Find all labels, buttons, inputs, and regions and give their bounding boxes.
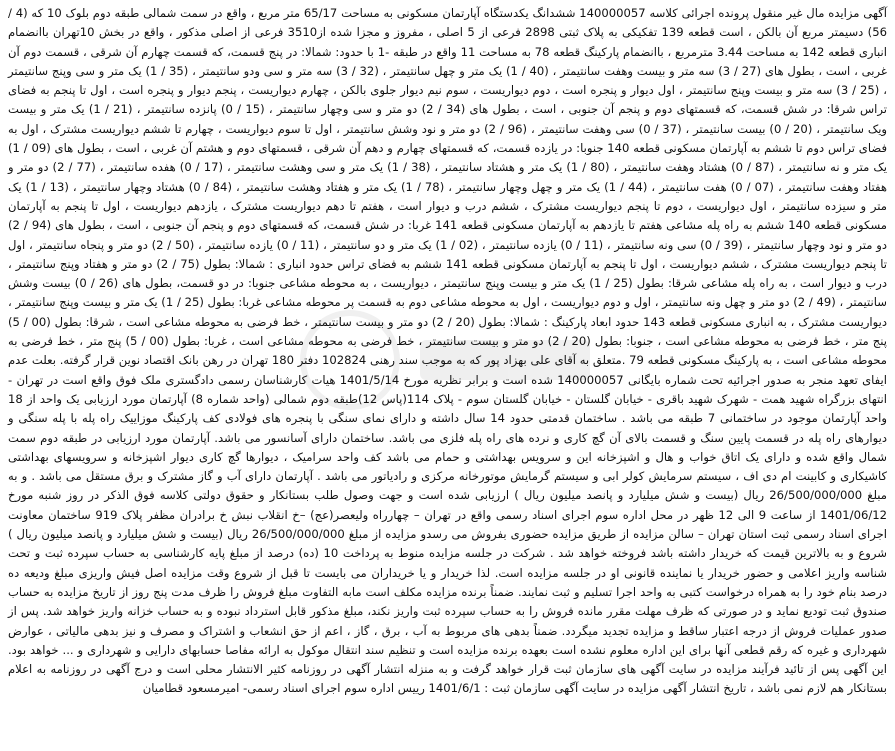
notice-paragraph: آگهی مزایده مال غیر منقول پرونده اجرائی کلاسه 140000057 ششدانگ یکدستگاه آپارتمان مسکونی به مساحت 65/17 متر مربع ، واقع در سمت شمالی طبقه دوم بلوک 10 که (4 / 56) دسیمتر مربع آن بالکن ، است قطعه 139 تفکیکی به پلاک ثبتی 2898 فرعی از 5 اصلی ، مفروز و مجزا شده از3510 فرعی از اصلی مذکور ، واقع در بخش 10تهران باانضمام انباری قطعه 142 به مساحت 3.44 مترمربع ، باانضمام پارکینگ قطعه 78 به مساحت 11 واقع در طبقه -1 با حدود: شمالا: در پنج قسمت، که قسمت چهارم آن شرقی ، قسمت دوم آن غربی ، است ، بطول های (27 / 3) سه متر و بیست وهفت سانتیمتر ، (40 / 1) یک متر و چهل سانتیمتر ، (32 / 3) سه متر و سی ودو سانتیمتر ، (35 / 1) یک متر و سی وپنج سانتیمتر ، (25 / 3) سه متر و بیست وپنج سانتیمتر ، اول دیوار و پنجره است ، دوم دیواریست ، سوم نیم دیوار جلوی بالکن ، چهارم دیواریست ، پنجم دیوار و پنجره است ، اول تا پنجم به فضای تراس شرقا: در شش قسمت، که قسمتهای دوم و پنجم آن جنوبی ، است ، بطول های (34 / 2) دو متر و سی وچهار سانتیمتر ، (15 / 0) پانزده سانتیمتر ، (21 / 1) یک متر و بیست ویک سانتیمتر ، (20 / 0) بیست سانتیمتر ، (37 / 0) سی وهفت سانتیمتر ، (96 / 2) دو متر و نود وشش سانتیمتر ، اول تا سوم دیواریست ، چهارم تا ششم دیواریست مشترک ، اول به فضای تراس دوم تا ششم به آپارتمان مسکونی قطعه 140 جنوبا: در یازده قسمت، که قسمتهای چهارم و دهم آن شرقی ، قسمتهای دوم و هشتم آن غربی ، است ، بطول های (09 / 1) یک متر و نه سانتیمتر ، (87 / 0) هشتاد وهفت سانتیمتر ، (80 / 1) یک متر و هشتاد سانتیمتر ، (38 / 1) یک متر و سی وهشت سانتیمتر ، (17 / 0) هفده سانتیمتر ، (77 / 2) دو متر و هفتاد وهفت سانتیمتر ، (07 / 0) هفت سانتیمتر ، (44 / 1) یک متر و چهل وچهار سانتیمتر ، (78 / 1) یک متر و هفتاد وهشت سانتیمتر ، (84 / 0) هشتاد وچهار سانتیمتر ، (13 / 1) یک متر و سیزده سانتیمتر ، اول دیواریست ، دوم تا پنجم دیواریست مشترک ، ششم درب و دیوار است ، هفتم تا دهم دیواریست مشترک ، یازدهم دیواریست ، اول تا پنجم به آپارتمان مسکونی قطعه 140 ششم به راه پله مشاعی هفتم تا یازدهم به آپارتمان مسکونی قطعه 141 غربا: در شش قسمت، که قسمتهای دوم و پنجم آن جنوبی ، است ، بطول های (94 / 2) دو متر و نود وچهار سانتیمتر ، (39 / 0) سی ونه سانتیمتر ، (11 / 0) یازده سانتیمتر ، (02 / 1) یک متر و دو سانتیمتر ، (11 / 0) یازده سانتیمتر ، (50 / 2) دو متر و پنجاه سانتیمتر ، اول تا پنجم دیواریست مشترک ، ششم دیواریست ، اول تا پنجم به آپارتمان مسکونی قطعه 141 ششم به فضای تراس حدود انباری : شمالا: بطول (75 / 2) دو متر و هفتاد وپنج سانتیمتر ، درب و دیوار است ، به راه پله مشاعی شرقا: بطول (25 / 1) یک متر و بیست وپنج سانتیمتر ، دیواریست ، به محوطه مشاعی جنوبا: در دو قسمت، بطول های (26 / 0) بیست وشش سانتیمتر ، (49 / 2) دو متر و چهل ونه سانتیمتر ، اول و دوم دیواریست ، اول به محوطه مشاعی دوم به قسمت پر محوطه مشاعی غربا: بطول (25 / 1) یک متر و بیست وپنج سانتیمتر ، دیواریست مشترک ، به انباری مسکونی قطعه 143 حدود ابعاد پارکینگ : شمالا: بطول (20 / 2) دو متر و بیست سانتیمتر ، خط فرضی به محوطه مشاعی است ، شرقا: بطول (00 / 5) پنج متر ، خط فرضی به محوطه مشاعی است ، جنوبا: بطول (20 / 2) دو متر و بیست سانتیمتر ، خط فرضی به محوطه مشاعی است ، غربا: بطول (00 / 5) پنج متر ، خط فرضی به محوطه مشاعی است ، به پارکینگ مسکونی قطعه 79 .متعلق به آقای علی بهزاد پور که به موجب سند رهنی 102824 دفتر 180 تهران در رهن بانک اقتصاد نوین قرار گرفته. بعلت عدم ایفای تعهد منجر به صدور اجرائیه تحت شماره بایگانی 140000057 شده است و برابر نظریه مورخ 1401/5/14 هیات کارشناسان رسمی دادگستری ملک فوق واقع است در تهران - انتهای بزرگراه شهید همت - شهرک شهید باقری - خیابان گلستان - خیابان گلستان سوم - پلاک 114(پاس 12)طبقه دوم شمالی (واحد شماره 8) آپارتمان مورد ارزیابی یک واحد از 18 واحد آپارتمان موجود در ساختمانی 7 طبقه می باشد . ساختمان قدمتی حدود 14 سال داشته و دارای نمای سنگی با پنجره های فولادی کف پارکینگ موزاییک راه پله با پله سنگی و دیوارهای راه پله در قسمت پایین سنگ و قسمت بالای آن گچ کاری و نرده های راه پله فلزی می باشد. ساختمان دارای آسانسور می باشد. آپارتمان مورد ارزیابی در طبقه دوم سمت شمال واقع شده و دارای یک اتاق خواب و هال و اشپزخانه این و سرویس بهداشتی و حمام می باشد کف واحد سرامیک ، دیوارها گچ کاری دیوار اشپزخانه و سرویسهای بهداشتی کاشیکاری و کابینت ام دی اف ، سیستم سرمایش کولر ابی و سیستم گرمایش موتورخانه مرکزی و رادیاتور می باشد . آپارتمان دارای آب و گاز مشترک و برق مستقل می باشد . و به مبلغ 26/500/000/000 ریال (بیست و شش میلیارد و پانصد میلیون ریال ) ارزیابی شده است و جهت وصول طلب بستانکار و حقوق دولتی کلاسه فوق الذکر در روز شنبه مورخ 1401/06/12 از ساعت 9 الی 12 ظهر در محل اداره سوم اجرای اسناد رسمی واقع در تهران – چهارراه ولیعصر(عج) –خ انقلاب نبش خ برادران مظفر پلاک 919 ساختمان معاونت اجرای اسناد رسمی ثبت استان تهران – سالن مزایده از طریق مزایده حضوری بفروش می رسدو مزایده از مبلغ 26/500/000/000 ریال (بیست و شش میلیارد و پانصد میلیون ریال ) شروع و به بالاترین قیمت که خریدار داشته باشد فروخته خواهد شد . شرکت در جلسه مزایده منوط به پرداخت 10 (ده) درصد از مبلغ پایه کارشناسی به حساب سپرده ثبت و تحت شناسه واریز اعلامی و حضور خریدار یا نماینده قانونی او در جلسه مزایده است. لذا خریدار و یا خریداران می بایست تا قبل از شروع وقت مزایده اصل فیش واریزی مبلغ ودیعه ده درصد بنام خود را به همراه درخواست کتبی به واحد اجرا تسلیم و ثبت نمایند. ضمناً برنده مزایده مکلف است مابه التفاوت مبلغ فروش را ظرف مدت پنج روز از تاریخ مزایده به حساب صندوق ثبت تودیع نماید و در صورتی که ظرف مهلت مقرر مانده فروش را به حساب سپرده ثبت واریز نکند، مبلغ مذکور قابل استرداد نبوده و به حساب خزانه واریز خواهد شد. پس از صدور عملیات فروش از درجه اعتبار ساقط و مزایده تجدید میگردد. ضمناً بدهی های مربوط به آب ، برق ، گاز ، اعم از حق انشعاب و اشتراک و مصرف و نیز بدهی مالیاتی ، عوارض شهرداری و غیره که رقم قطعی آنها برای این اداره معلوم نشده است بعهده برنده مزایده است و تنظیم سند انتقال موکول به ارائه مفاصا حسابهای دارایی و شهرداری و ... خواهد بود. این آگهی پس از تائید فرآیند مزایده در سایت آگهی های سازمان ثبت قرار خواهد گرفت و به منزله انتشار آگهی در روزنامه کثیر الانتشار محلی است و درج آگهی در روزنامه به اعلام بستانکار هم لازم نمی باشد ، تاریخ انتشار آگهی مزایده در سایت آگهی سازمان ثبت : 1401/6/1 رییس اداره سوم اجرای اسناد رسمی- امیرمسعود قطامیان [8,6,888,696]
